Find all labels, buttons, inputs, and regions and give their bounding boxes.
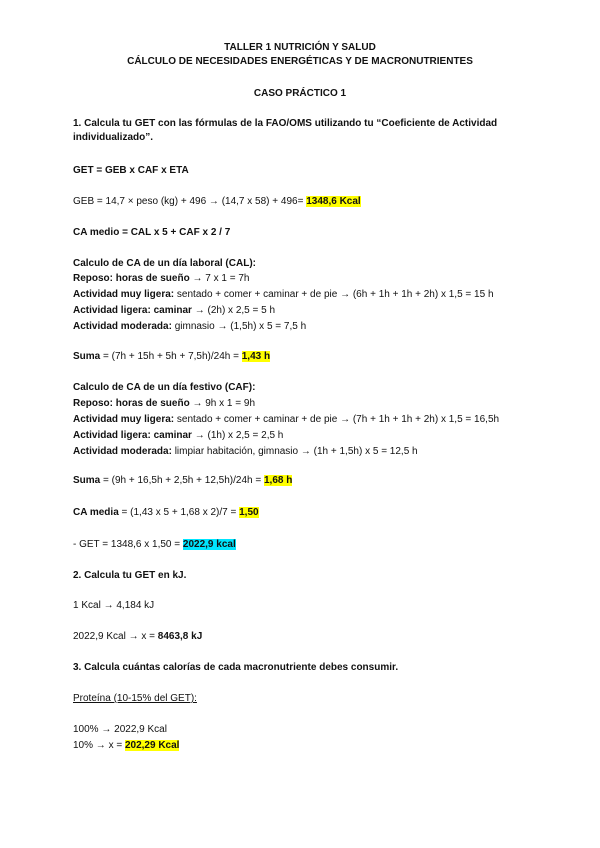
geb-line: GEB = 14,7 × peso (kg) + 496 → (14,7 x 58) + 496= 1348,6 Kcal [73,196,361,207]
question-1-cont: individualizado”. [73,132,154,143]
kj-conversion: 1 Kcal → 4,184 kJ [73,600,155,611]
cal-light: Actividad ligera: caminar → (2h) x 2,5 = 5 h [73,305,276,316]
caf-light: Actividad ligera: caminar → (1h) x 2,5 = 2,5 h [73,430,284,441]
geb-result: 1348,6 Kcal [306,196,361,207]
caf-sum-result: 1,68 h [263,475,293,486]
caf-sum: Suma = (9h + 16,5h + 2,5h + 12,5h)/24h = 1,68 h [73,475,293,486]
question-1: 1. Calcula tu GET con las fórmulas de la FAO/OMS utilizando tu “Coeficiente de Actividad [73,118,498,129]
ca-media-line: CA media = (1,43 x 5 + 1,68 x 2)/7 = 1,50 [73,507,259,518]
doc-subtitle: CÁLCULO DE NECESIDADES ENERGÉTICAS Y DE MACRONUTRIENTES [127,56,473,67]
get-formula: GET = GEB x CAF x ETA [73,165,189,176]
caf-title: Calculo de CA de un día festivo (CAF): [73,382,256,393]
caf-very-light: Actividad muy ligera: sentado + comer + caminar + de pie → (7h + 1h + 1h + 2h) x 1,5 = 16,5h [73,414,500,425]
caf-rest: Reposo: horas de sueño → 9h x 1 = 9h [73,398,256,409]
cal-sum: Suma = (7h + 15h + 5h + 7,5h)/24h = 1,43 h [73,351,271,362]
protein-result: 202,29 Kcal [124,740,180,751]
protein-result-line: 10% → x = 202,29 Kcal [73,740,180,751]
cal-rest: Reposo: horas de sueño → 7 x 1 = 7h [73,273,250,284]
kj-result: 8463,8 kJ [157,631,203,642]
ca-formula: CA medio = CAL x 5 + CAF x 2 / 7 [73,227,231,238]
cal-sum-result: 1,43 h [241,351,271,362]
protein-total: 100% → 2022,9 Kcal [73,724,167,735]
question-2: 2. Calcula tu GET en kJ. [73,570,187,581]
protein-heading: Proteína (10-15% del GET): [73,693,197,704]
case-heading: CASO PRÁCTICO 1 [253,88,347,99]
cal-very-light: Actividad muy ligera: sentado + comer + caminar + de pie → (6h + 1h + 1h + 2h) x 1,5 = 15 h [73,289,494,300]
question-3: 3. Calcula cuántas calorías de cada macronutriente debes consumir. [73,662,399,673]
ca-media-result: 1,50 [239,507,259,518]
caf-moderate: Actividad moderada: limpiar habitación, gimnasio → (1h + 1,5h) x 5 = 12,5 h [73,446,418,457]
doc-title: TALLER 1 NUTRICIÓN Y SALUD [224,42,376,53]
kj-result-line: 2022,9 Kcal → x = 8463,8 kJ [73,631,203,642]
get-result-line: - GET = 1348,6 x 1,50 = 2022,9 kcal [73,539,236,550]
get-result: 2022,9 kcal [182,539,236,550]
cal-moderate: Actividad moderada: gimnasio → (1,5h) x 5 = 7,5 h [73,321,307,332]
cal-title: Calculo de CA de un día laboral (CAL): [73,258,256,269]
